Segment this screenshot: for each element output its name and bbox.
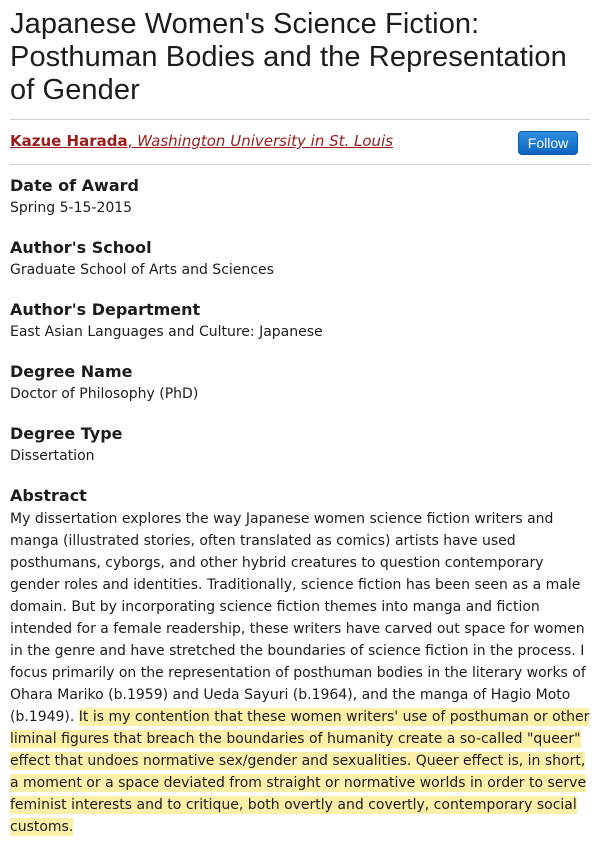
field-label: Degree Type	[10, 424, 123, 443]
author-name-link[interactable]: Kazue Harada	[10, 132, 128, 150]
field-authors-school	[10, 238, 274, 281]
abstract-text	[10, 508, 590, 838]
abstract-text-highlighted: It is my contention that these women writers' use of posthuman or other liminal figures that breach the boundaries of humanity create a so-called "queer" effect that undoes normative sex/gender and sexualities. Queer effect is, in short, a moment or a space deviated from straight or normative worlds in order to serve feminist interests and to critique, both overtly and covertly, contemporary social customs.	[10, 709, 590, 835]
follow-button[interactable]: Follow	[518, 131, 578, 155]
field-value: Dissertation	[10, 448, 95, 464]
field-label: Author's School	[10, 238, 152, 257]
field-label: Author's Department	[10, 300, 201, 319]
field-value: Graduate School of Arts and Sciences	[10, 262, 274, 278]
author-line	[10, 131, 393, 151]
field-label: Date of Award	[10, 176, 139, 195]
field-label: Degree Name	[10, 362, 133, 381]
field-date-of-award	[10, 176, 139, 219]
field-value: Spring 5-15-2015	[10, 200, 133, 216]
field-degree-name	[10, 362, 198, 405]
author-row	[10, 120, 590, 165]
field-degree-type	[10, 424, 123, 467]
field-value: Doctor of Philosophy (PhD)	[10, 386, 199, 402]
author-separator: ,	[127, 132, 138, 150]
author-institution-link[interactable]: Washington University in St. Louis	[137, 132, 394, 150]
field-abstract	[10, 486, 590, 838]
field-value: East Asian Languages and Culture: Japanese	[10, 324, 323, 340]
page-title: Japanese Women's Science Fiction: Posthuman Bodies and the Representation of Gender	[10, 8, 567, 106]
field-authors-department	[10, 300, 323, 343]
abstract-label: Abstract	[10, 486, 87, 505]
abstract-text-plain: My dissertation explores the way Japanese women science fiction writers and manga (illustrated stories, often translated as comics) artists have used posthumans, cyborgs, and other hybrid creatures to question contemporary gender roles and identities. Traditionally, science fiction has been seen as a male domain. But by incorporating science fiction themes into manga and fiction intended for a female readership, these writers have carved out space for women in the genre and have stretched the boundaries of science fiction in the process. I focus primarily on the representation of posthuman bodies in the literary works of Ohara Mariko (b.1959) and Ueda Sayuri (b.1964), and the manga of Hagio Moto (b.1949).	[10, 511, 586, 725]
